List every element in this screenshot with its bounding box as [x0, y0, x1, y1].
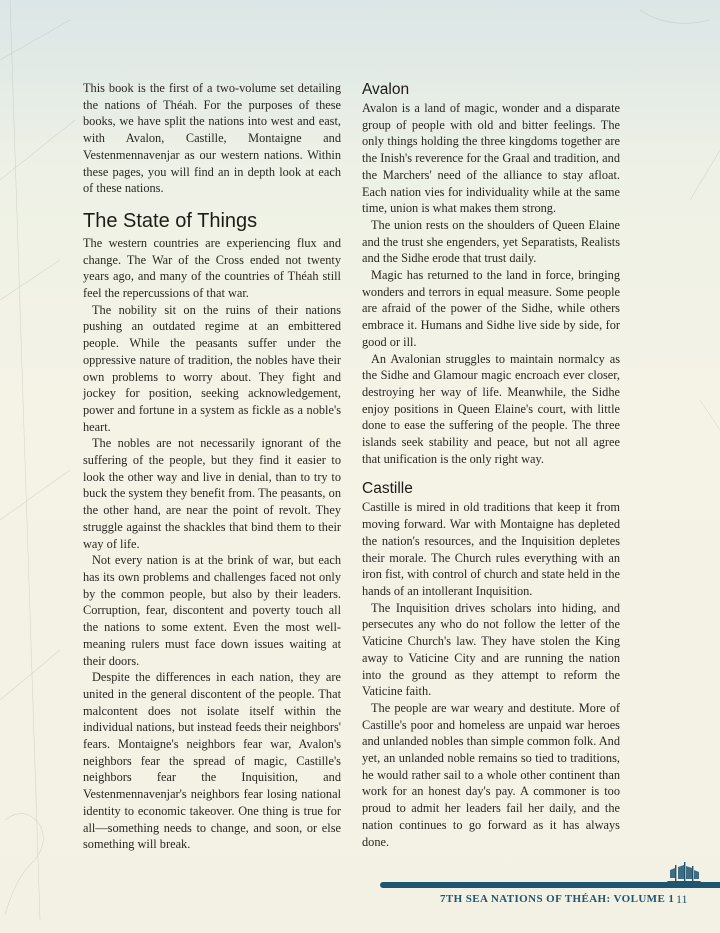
intro-paragraph: This book is the first of a two-volume set detailing the nations of Théah. For the purposes of these books, we have split the nations into west and east, with Avalon, Castille, Montaigne and Vestenmennavenjar as our western nations. Within these pages, you will find an in depth look at each of these nations.	[83, 81, 341, 196]
body-paragraph: The western countries are experiencing flux and change. The War of the Cross ended not twenty years ago, and many of the countries of Théah still feel the repercussions of that war.	[83, 235, 341, 301]
footer-band	[380, 882, 720, 888]
body-paragraph: Despite the differences in each nation, they are united in the general discontent of the people. That malcontent does not isolate itself within the individual nations, but instead feeds their neighbors' fears. Montaigne's neighbors fear war, Avalon's neighbors fear the spread of magic, Castille's neighbors fear the Inquisition, and Vestenmennavenjar's neighbors fear losing national identity to economic takeover. One thing is true for all—something needs to change, and soon, or else something will break.	[83, 670, 341, 852]
body-paragraph: The nobility sit on the ruins of their nations pushing an outdated regime at an embittered people. While the peasants suffer under the oppressive nature of tradition, the nobles have their own problems to worry about. They fight and jockey for position, seeking acknowledgement, power and fortune in a system as fickle as a noble's heart.	[83, 302, 341, 434]
section-heading-avalon: Avalon	[362, 81, 410, 98]
body-paragraph: The union rests on the shoulders of Queen Elaine and the trust she engenders, yet Separatists, Realists and the Sidhe erode that trust daily.	[362, 217, 620, 266]
footer-title: 7TH SEA NATIONS OF THÉAH: VOLUME 1	[440, 893, 675, 905]
body-paragraph: Magic has returned to the land in force, bringing wonders and terrors in equal measure. Some people are afraid of the power of the Sidhe, while others embrace it. Humans and Sidhe live side by side, for good or ill.	[362, 268, 620, 349]
left-column	[83, 80, 341, 853]
section-heading-castille: Castille	[362, 480, 413, 498]
right-column	[362, 80, 620, 850]
intro-section	[83, 80, 341, 197]
body-paragraph: Not every nation is at the brink of war, but each has its own problems and challenges faced not only by the common people, but also by their leaders. Corruption, fear, discontent and poverty touch all the nations to some extent. Even the most well-meaning rulers must face down issues waiting at their doors.	[83, 553, 341, 668]
body-paragraph: The people are war weary and destitute. More of Castille's poor and homeless are unpaid war heroes and unlanded nobles than simple common folk. And yet, an unlanded noble remains so tied to traditions, he would rather sail to a whole other continent than work for an honest day's pay. A commoner is too proud to admit her leaders fail her daily, and the nation continues to go forward as it has always done.	[362, 700, 620, 849]
body-paragraph: The nobles are not necessarily ignorant of the suffering of the people, but they find it easier to look the other way and live in denial, than to try to buck the system they benefit from. The peasants, on the other hand, are near the point of revolt. They struggle against the shackles that bind them to their way of life.	[83, 436, 341, 551]
page-number: 11	[676, 892, 688, 906]
body-paragraph: The Inquisition drives scholars into hiding, and persecutes any who do not follow the letter of the Vaticine Church's law. They have stolen the King away to Vaticine City and are running the nation into the ground as they attempt to reform the Vaticine faith.	[362, 600, 620, 699]
body-paragraph: An Avalonian struggles to maintain normalcy as the Sidhe and Glamour magic encroach ever closer, destroying her way of life. Meanwhile, the Sidhe enjoy positions in Queen Elaine's court, with little done to ease the suffering of the people. The three islands seek stability and peace, but not all agree that unification is the only right way.	[362, 351, 620, 466]
body-paragraph: Castille is mired in old traditions that keep it from moving forward. War with Montaigne has depleted the nation's resources, and the Inquisition depletes their morale. The Church rules everything with an iron fist, with control of church and state held in the hands of an intollerant Inquisition.	[362, 500, 620, 598]
section-heading-state-of-things: The State of Things	[83, 209, 258, 232]
body-paragraph: Avalon is a land of magic, wonder and a disparate group of people with old and bitter feelings. The only things holding the three kingdoms together are the Inish's reverence for the Graal and tradition, and the Marchers' need of the alliance to stay afloat. Each nation vies for individuality while at the same time, union is what makes them strong.	[362, 101, 620, 216]
